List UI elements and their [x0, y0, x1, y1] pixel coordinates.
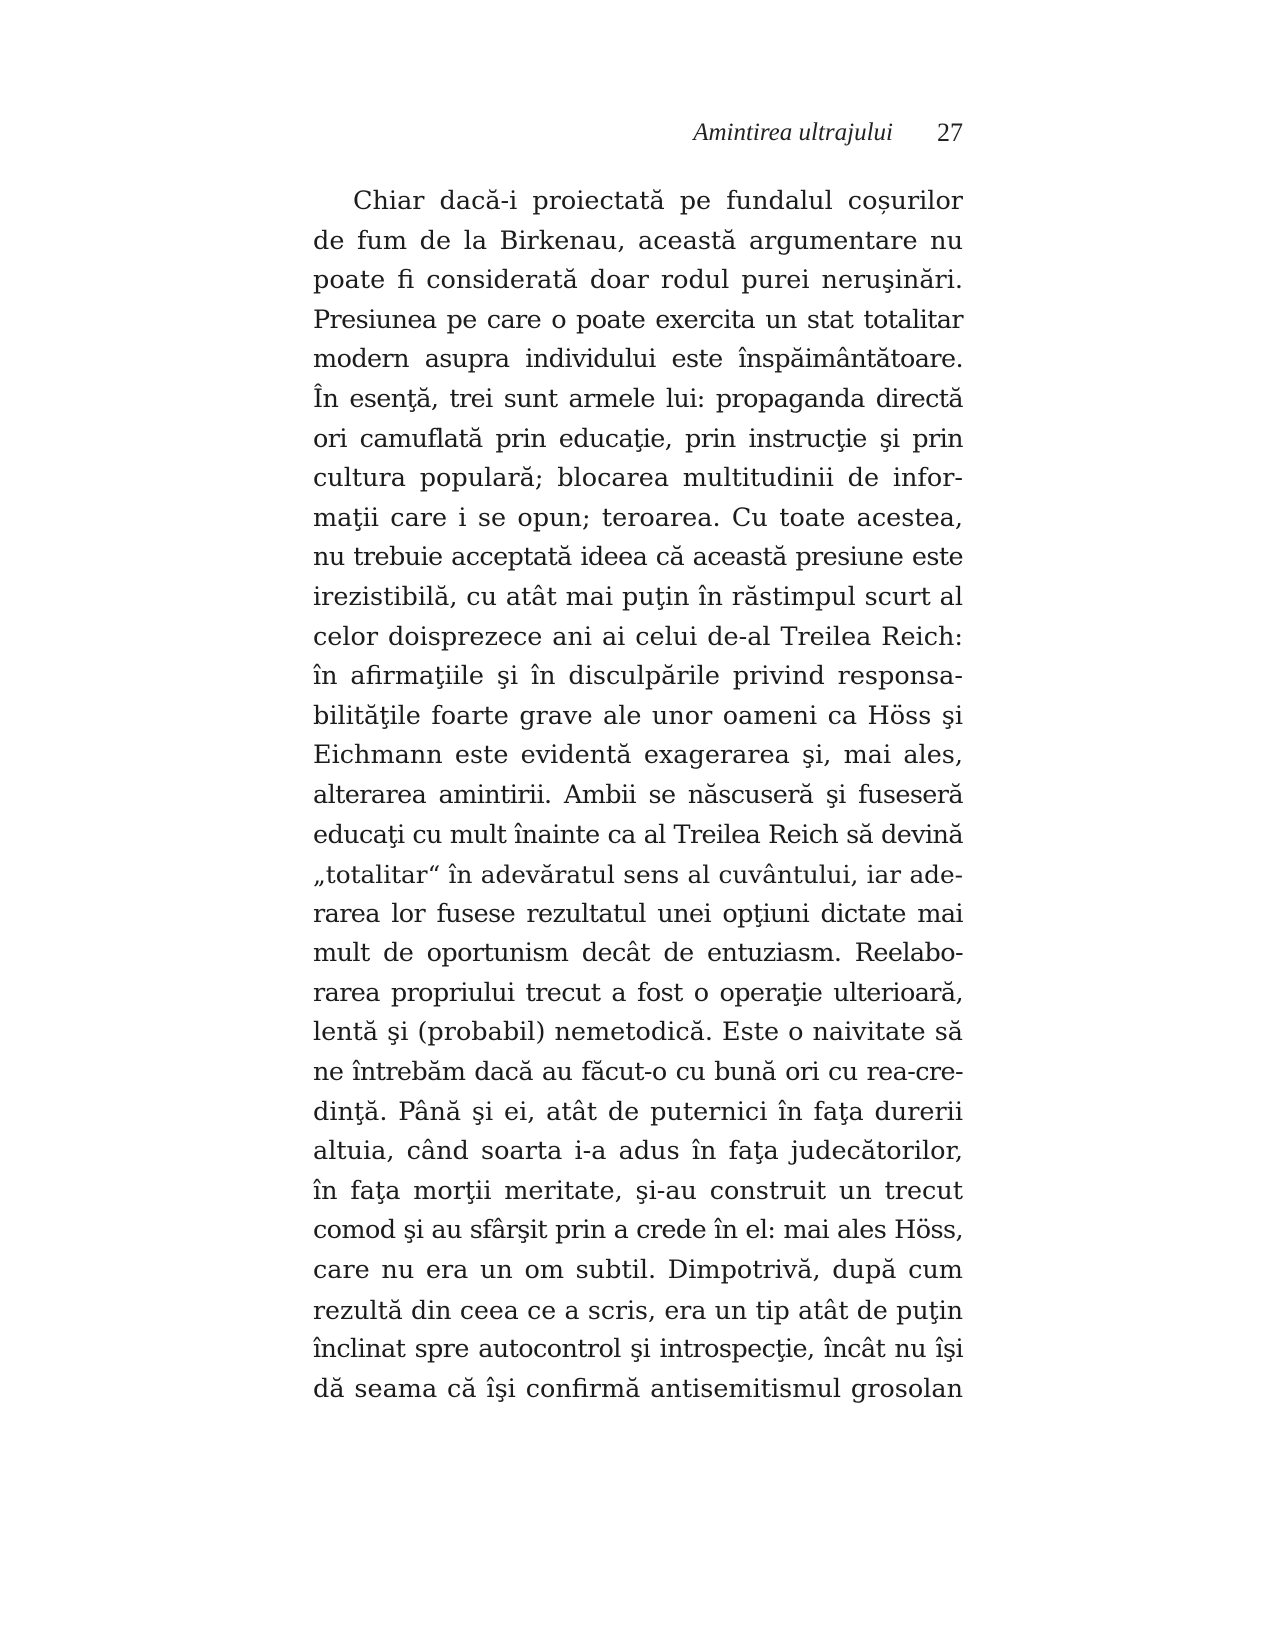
- text-line: de fum de la Birkenau, această argumentare nu: [313, 225, 963, 256]
- text-line: Chiar dacă-i proiectată pe fundalul coșurilor: [353, 186, 963, 216]
- text-line: în faţa morţii meritate, şi-au construit un trecut: [313, 1175, 963, 1206]
- text-line: rarea lor fusese rezultatul unei opţiuni dictate mai: [313, 898, 963, 929]
- text-line: poate fi considerată doar rodul purei neruşinări.: [313, 265, 963, 296]
- text-line: înclinat spre autocontrol şi introspecţie, încât nu îşi: [313, 1334, 963, 1365]
- text-line: ne întrebăm dacă au făcut-o cu bună ori cu rea-cre-: [313, 1057, 963, 1088]
- running-header: [600, 113, 963, 153]
- text-line: în afirmaţiile şi în disculpările privind responsa-: [313, 661, 963, 692]
- text-line: Presiunea pe care o poate exercita un stat totalitar: [313, 304, 963, 335]
- text-line: cultura populară; blocarea multitudinii de infor-: [313, 463, 963, 494]
- text-line: dă seama că îşi confirmă antisemitismul grosolan: [313, 1373, 963, 1404]
- text-line: irezistibilă, cu atât mai puţin în răstimpul scurt al: [313, 581, 963, 612]
- text-line: maţii care i se opun; teroarea. Cu toate acestea,: [313, 502, 963, 533]
- text-line: lentă şi (probabil) nemetodică. Este o naivitate să: [313, 1017, 963, 1048]
- text-line: alterarea amintirii. Ambii se născuseră şi fuseseră: [313, 779, 963, 810]
- chapter-title: Amintirea ultrajului: [693, 119, 893, 146]
- text-line: mult de oportunism decât de entuziasm. Reelabo-: [313, 938, 963, 969]
- page-number: 27: [937, 118, 963, 147]
- text-line: „totalitar“ în adevăratul sens al cuvântului, iar ade-: [313, 860, 963, 890]
- text-line: dinţă. Până şi ei, atât de puternici în faţa durerii: [313, 1096, 963, 1127]
- text-line: Eichmann este evidentă exagerarea şi, mai ales,: [313, 740, 963, 771]
- text-line: altuia, când soarta i-a adus în faţa judecătorilor,: [313, 1136, 963, 1167]
- text-line: rezultă din ceea ce a scris, era un tip atât de puţin: [313, 1295, 963, 1325]
- text-line: comod şi au sfârşit prin a crede în el: mai ales Höss,: [313, 1215, 963, 1246]
- text-line: celor doisprezece ani ai celui de-al Treilea Reich:: [313, 621, 963, 652]
- text-line: ori camuflată prin educaţie, prin instrucţie şi prin: [313, 423, 963, 454]
- body-paragraph: [313, 182, 963, 1409]
- text-line: rarea propriului trecut a fost o operaţie ulterioară,: [313, 977, 963, 1008]
- text-line: nu trebuie acceptată ideea că această presiune este: [313, 542, 963, 573]
- text-line: care nu era un om subtil. Dimpotrivă, după cum: [313, 1255, 963, 1286]
- text-line: educaţi cu mult înainte ca al Treilea Reich să devină: [313, 819, 963, 850]
- text-line: În esenţă, trei sunt armele lui: propaganda directă: [313, 383, 963, 414]
- text-line: modern asupra individului este înspăimântătoare.: [313, 344, 963, 375]
- text-line: bilităţile foarte grave ale unor oameni ca Höss şi: [313, 700, 963, 731]
